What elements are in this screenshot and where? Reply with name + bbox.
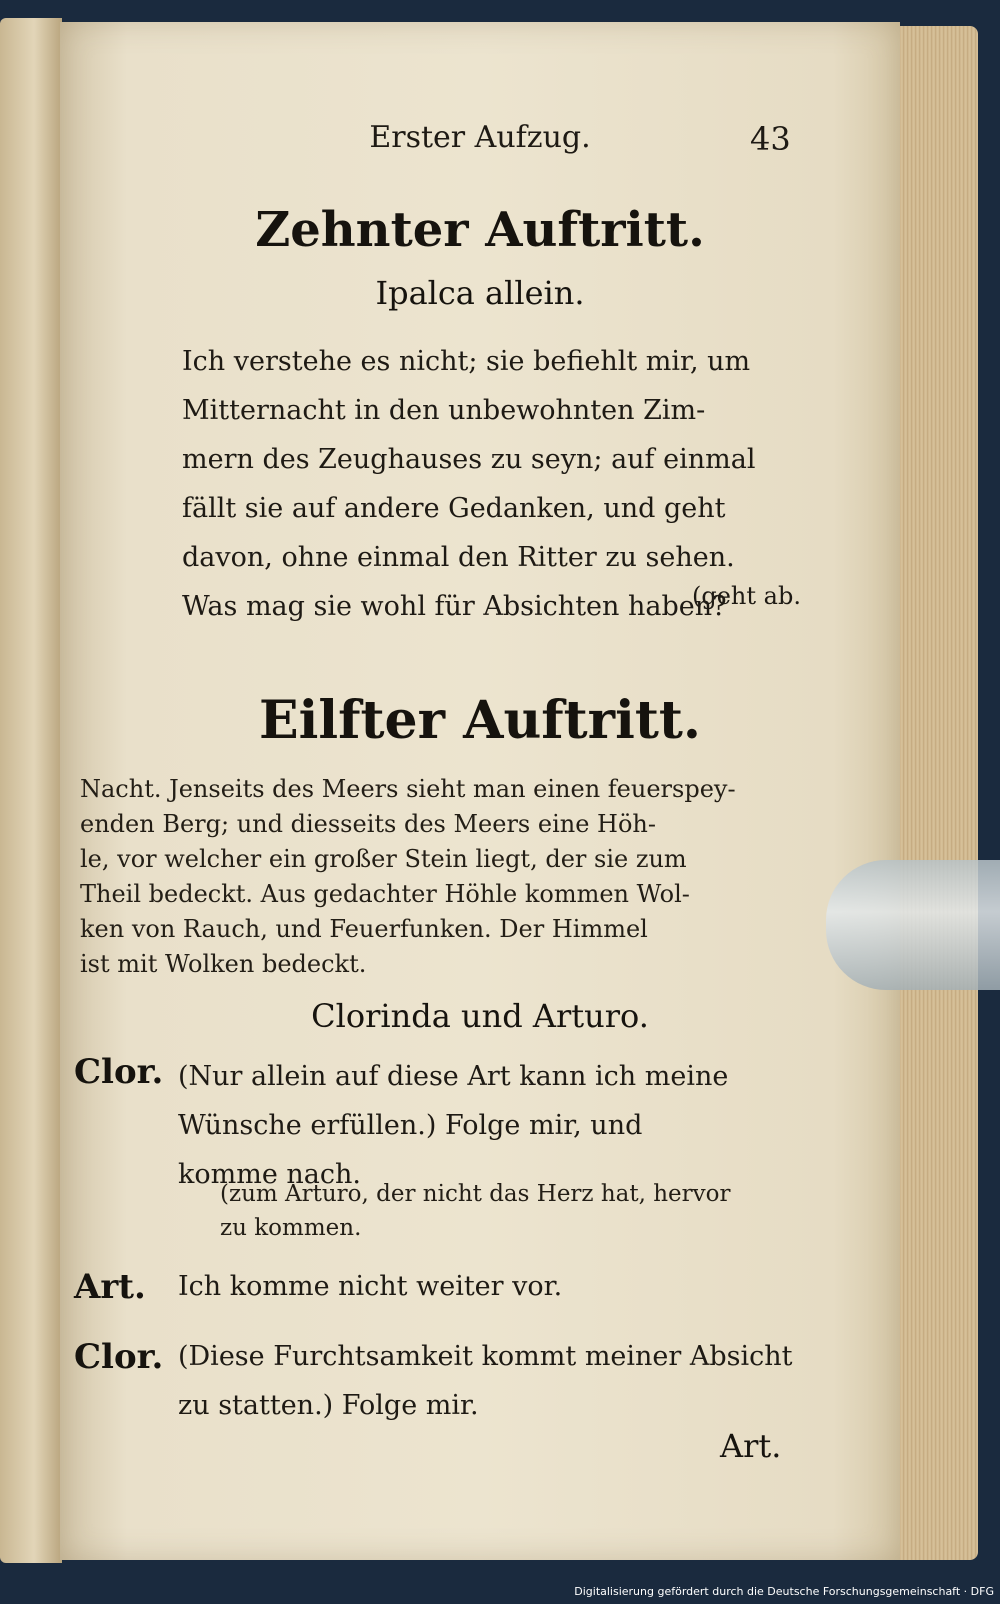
plastic-page-clip (826, 860, 1000, 990)
left-page-edge (0, 18, 62, 1563)
right-page-block (900, 26, 978, 1560)
scene-11-setting: Nacht. Jenseits des Meers sieht man einen feuerspey- enden Berg; und diesseits des Meers eine Höh- le, vor welcher ein großer Stein liegt, der sie zum Theil bedeckt. Aus gedachter Höhle kommen Wol- ken von Rauch, und Feuerfunken. Der Himmel ist mit Wolken bedeckt. (80, 775, 736, 978)
speaker-clorinda: Clor. (74, 1052, 164, 1092)
page-number: 43 (750, 120, 791, 158)
scene-10-heading: Zehnter Auftritt. (255, 202, 705, 258)
footer-credit: Digitalisierung gefördert durch die Deutsche Forschungsgemeinschaft · DFG (574, 1585, 994, 1598)
speaker-clorinda-2: Clor. (74, 1337, 164, 1377)
speaker-arturo: Art. (74, 1267, 146, 1307)
catchword: Art. (720, 1427, 782, 1465)
book-page (60, 22, 900, 1560)
arturo-line: Ich komme nicht weiter vor. (178, 1271, 563, 1302)
stage-direction-arturo: (zum Arturo, der nicht das Herz hat, hervor zu kommen. (220, 1181, 731, 1241)
scene-11-characters: Clorinda und Arturo. (311, 997, 649, 1035)
scene-11-heading: Eilfter Auftritt. (259, 690, 701, 751)
scene-10-monologue: Ich verstehe es nicht; sie befiehlt mir, um Mitternacht in den unbewohnten Zim- mern des Zeughauses zu seyn; auf einmal fällt sie auf andere Gedanken, und geht davon, ohne einmal den Ritter zu sehen. Was mag sie wohl für Absichten haben? (182, 346, 756, 622)
scene-10-exit-direction: (geht ab. (692, 582, 801, 610)
clorinda-line-1: (Nur allein auf diese Art kann ich meine Wünsche erfüllen.) Folge mir, und komme nach. (178, 1061, 729, 1190)
scene-10-characters: Ipalca allein. (375, 274, 585, 312)
clorinda-line-2: (Diese Furchtsamkeit kommt meiner Absicht zu statten.) Folge mir. (178, 1341, 793, 1421)
running-head: Erster Aufzug. (369, 120, 591, 155)
